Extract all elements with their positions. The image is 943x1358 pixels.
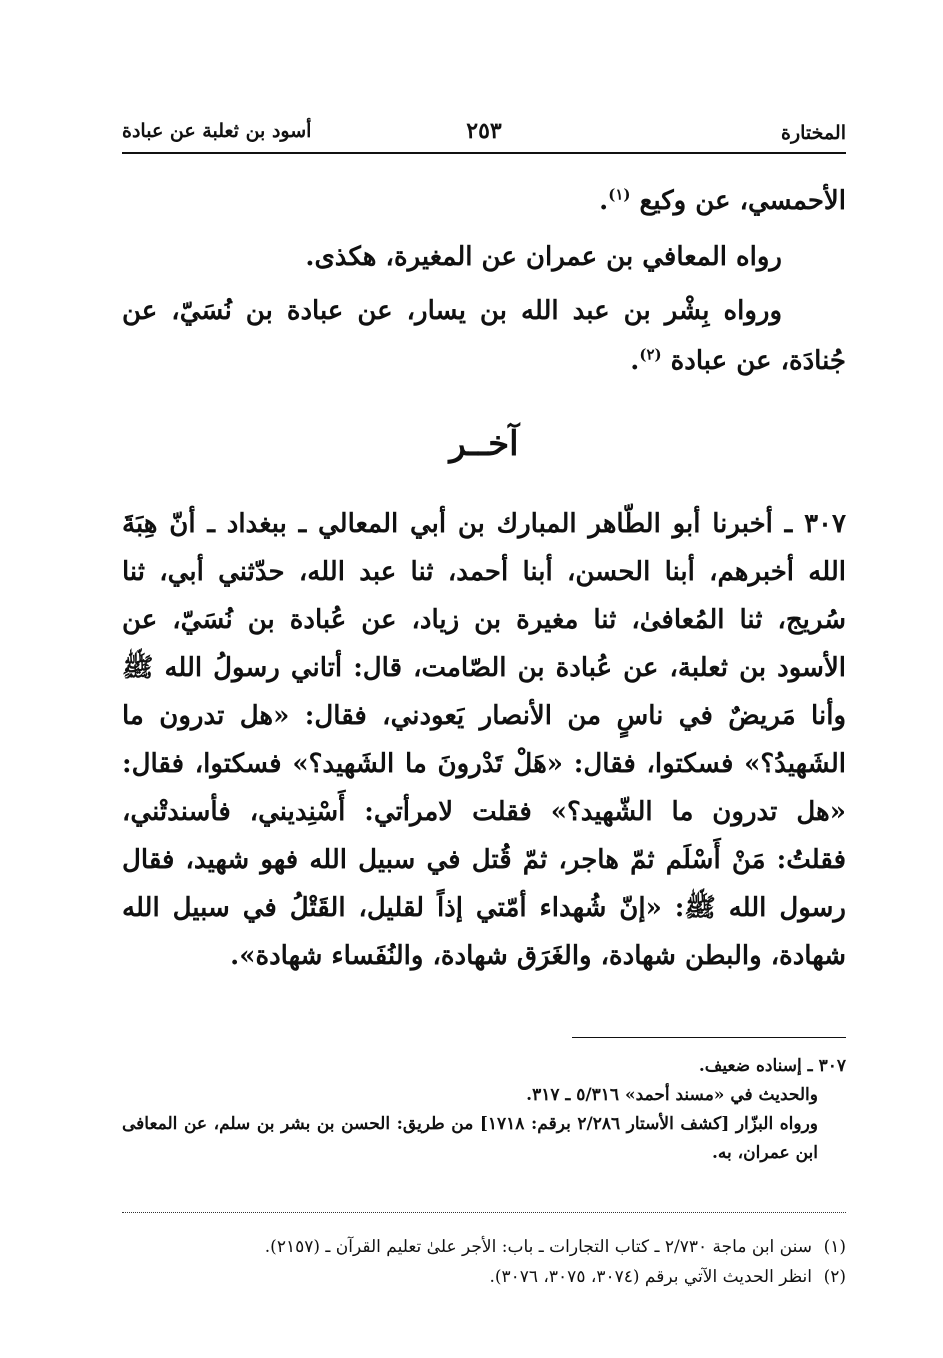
narration-paragraph-2 (122, 286, 846, 386)
page-number: ٢٥٣ (466, 118, 502, 144)
continuation-text: الأحمسي، عن وكيع (639, 186, 846, 216)
chapter-title: أسود بن ثعلبة عن عبادة (122, 120, 312, 142)
reference-text: سنن ابن ماجة ٢/٧٣٠ ـ كتاب التجارات ـ باب: الأجر علىٰ تعليم القرآن ـ (٢١٥٧). (264, 1237, 812, 1257)
running-header (122, 116, 846, 152)
references-separator (122, 1212, 846, 1213)
narration-text: ورواه بِشْر بن عبد الله بن يسار، عن عبادة بن نُسَيّ، عن جُنادَة، عن عبادة (122, 296, 846, 376)
reference-notes (122, 1232, 846, 1292)
footnote-line: ٣٠٧ ـ إسناده ضعيف. (698, 1056, 846, 1076)
footnote-ref-1: (١) (608, 185, 631, 204)
hadith-number: ٣٠٧ (804, 509, 846, 539)
section-heading: آخــر (449, 424, 519, 464)
hadith-text: ـ أخبرنا أبو الطّاهر المبارك بن أبي المعالي ـ ببغداد ـ أنّ هِبَةَ الله أخبرهم، أبنا الحسن، أبنا أحمد، ثنا عبد الله، حدّثني أبي، ثنا سُريج، ثنا المُعافىٰ، ثنا مغيرة بن زياد، عن عُبادة بن نُسَيّ، عن الأسود بن ثعلبة، عن عُبادة بن الصّامت، قال: أتاني رسولُ الله ﷺ وأنا مَريضٌ في ناسٍ من الأنصار يَعودني، فقال: «هل تدرون ما الشَهيدُ؟» فسكتوا، فقال: «هَلْ تَدْرونَ ما الشَهيد؟» فسكتوا، فقال: «هل تدرون ما الشّهيد؟» فقلت لامرأتي: أَسْنِديني، فأسندتْني، فقلتُ: مَنْ أَسْلَم ثمّ هاجر، ثمّ قُتل في سبيل الله فهو شهيد، فقال رسول الله ﷺ: «إنّ شُهداء أمّتي إذاً لقليل، القَتْلُ في سبيل الله شهادة، والبطن شهادة، والغَرَق شهادة، والنُفَساء شهادة». (122, 509, 846, 971)
reference-item (122, 1232, 846, 1262)
footnote-line: ورواه البزّار [كشف الأستار ٢/٢٨٦ برقم: ١٧١٨] من طريق: الحسن بن بشر بن سلم، عن المعافى ابن عمران، به. (122, 1114, 818, 1163)
book-title: المختارة (781, 122, 846, 144)
footnote-separator (572, 1037, 846, 1038)
reference-number: (١) (823, 1237, 846, 1257)
hadith-paragraph (122, 500, 846, 980)
reference-text: انظر الحديث الآتي برقم (٣٠٧٤، ٣٠٧٥، ٣٠٧٦). (489, 1267, 812, 1287)
period: . (630, 346, 640, 376)
footnote-ref-2: (٢) (639, 345, 662, 364)
commentary-footnotes (122, 1052, 846, 1168)
narration-paragraph-1: رواه المعافي بن عمران عن المغيرة، هكذى. (305, 242, 782, 272)
main-text (122, 172, 846, 980)
reference-number: (٢) (823, 1267, 846, 1287)
footnote-line: والحديث في «مسند أحمد» ٥/٣١٦ ـ ٣١٧. (526, 1085, 818, 1105)
header-rule (122, 152, 846, 154)
reference-item (122, 1262, 846, 1292)
period: . (599, 186, 609, 216)
continuation-line (122, 176, 846, 226)
